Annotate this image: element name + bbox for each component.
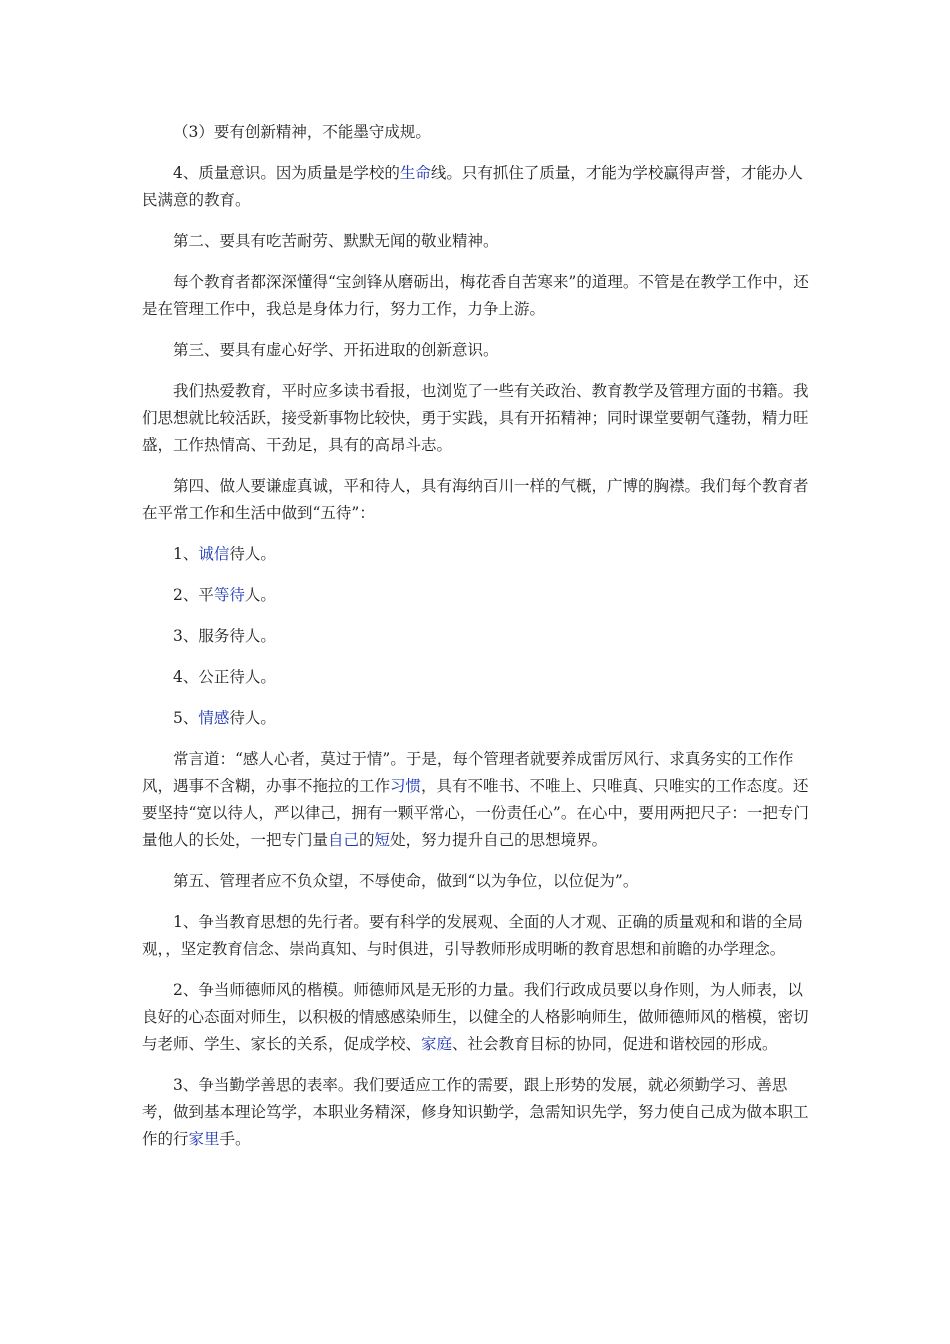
- text-run: 第四、做人要谦虚真诚，平和待人，具有海纳百川一样的气概，广博的胸襟。我们每个教育者在平常工作和生活中做到“五待”：: [142, 477, 809, 522]
- text-run: 4、公正待人。: [173, 668, 276, 686]
- paragraph: [142, 705, 810, 732]
- paragraph: [142, 909, 810, 963]
- text-run: 3、服务待人。: [173, 627, 276, 645]
- paragraph: [142, 541, 810, 568]
- paragraph: [142, 582, 810, 609]
- text-run: 待人。: [229, 545, 276, 563]
- text-run: 常言道：“感人心者，莫过于情”。于是，每个管理者就要养成雷厉风行、求真务实的工作作风，遇事不含糊，办事不拖拉的工作: [142, 750, 794, 795]
- text-run: 人。: [244, 586, 276, 604]
- paragraph: [142, 119, 810, 146]
- paragraph: [142, 228, 810, 255]
- text-run: 1、: [173, 545, 199, 563]
- text-run: 、社会教育目标的协同，促进和谐校园的形成。: [452, 1035, 778, 1053]
- inline-link[interactable]: 诚信: [198, 545, 230, 563]
- inline-link[interactable]: 生命: [399, 164, 431, 182]
- paragraph: [142, 746, 810, 854]
- paragraph: [142, 664, 810, 691]
- text-run: 第二、要具有吃苦耐劳、默默无闻的敬业精神。: [173, 232, 499, 250]
- text-run: （3）要有创新精神，不能墨守成规。: [173, 123, 431, 141]
- text-run: 第三、要具有虚心好学、开拓进取的创新意识。: [173, 341, 499, 359]
- text-run: 处，努力提升自己的思想境界。: [390, 831, 608, 849]
- text-run: 每个教育者都深深懂得“宝剑锋从磨砺出，梅花香自苦寒来”的道理。不管是在教学工作中，还是在管理工作中，我总是身体力行，努力工作，力争上游。: [142, 273, 809, 318]
- text-run: 5、: [173, 709, 199, 727]
- text-run: 我们热爱教育，平时应多读书看报，也浏览了一些有关政治、教育教学及管理方面的书籍。我们思想就比较活跃，接受新事物比较快，勇于实践，具有开拓精神；同时课堂要朝气蓬勃，精力旺盛，工作热情高、干劲足，具有的高昂斗志。: [142, 382, 809, 454]
- inline-link[interactable]: 情感: [198, 709, 230, 727]
- text-run: 待人。: [229, 709, 276, 727]
- inline-link[interactable]: 习惯: [390, 777, 422, 795]
- text-run: 2、争当师德师风的楷模。师德师风是无形的力量。我们行政成员要以身作则，为人师表，以良好的心态面对师生，以积极的情感感染师生，以健全的人格影响师生，做师德师风的楷模，密切与老师、学生、家长的关系，促成学校、: [142, 981, 809, 1053]
- document-body: [142, 119, 810, 1167]
- text-run: 4、质量意识。因为质量是学校的: [173, 164, 400, 182]
- text-run: 第五、管理者应不负众望，不辱使命，做到“以为争位，以位促为”。: [173, 872, 639, 890]
- paragraph: [142, 473, 810, 527]
- text-run: 手。: [219, 1130, 251, 1148]
- inline-link[interactable]: 家庭: [421, 1035, 453, 1053]
- text-run: 线。只有抓住了质量，才能为学校赢得声誉，才能办人民满意的教育。: [142, 164, 803, 209]
- paragraph: [142, 160, 810, 214]
- paragraph: [142, 378, 810, 459]
- inline-link[interactable]: 等待: [213, 586, 245, 604]
- paragraph: [142, 269, 810, 323]
- inline-link[interactable]: 家里: [188, 1130, 220, 1148]
- paragraph: [142, 337, 810, 364]
- text-run: 的: [359, 831, 375, 849]
- text-run: 2、平: [173, 586, 214, 604]
- paragraph: [142, 977, 810, 1058]
- text-run: 1、争当教育思想的先行者。要有科学的发展观、全面的人才观、正确的质量观和和谐的全局观，，坚定教育信念、崇尚真知、与时俱进，引导教师形成明晰的教育思想和前瞻的办学理念。: [142, 913, 803, 958]
- text-run: ，具有不唯书、不唯上、只唯真、只唯实的工作态度。还要坚持“宽以待人，严以律己，拥有一颗平常心，一份责任心”。在心中，要用两把尺子：一把专门量他人的长处，一把专门量: [142, 777, 809, 849]
- text-run: 3、争当勤学善思的表率。我们要适应工作的需要，跟上形势的发展，就必须勤学习、善思考，做到基本理论笃学，本职业务精深，修身知识勤学，急需知识先学，努力使自己成为做本职工作的行: [142, 1076, 809, 1148]
- paragraph: [142, 1072, 810, 1153]
- paragraph: [142, 868, 810, 895]
- inline-link[interactable]: 自己: [328, 831, 360, 849]
- paragraph: [142, 623, 810, 650]
- inline-link[interactable]: 短: [374, 831, 391, 849]
